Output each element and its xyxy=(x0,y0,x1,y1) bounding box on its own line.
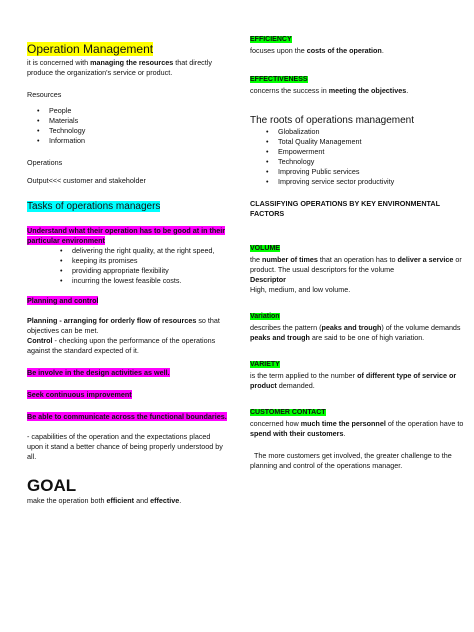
intro-text-2: that directly produce the organization's service or product. xyxy=(27,58,212,77)
variation-text xyxy=(250,323,465,333)
roots-heading: The roots of operations management xyxy=(250,115,414,126)
understand-list xyxy=(72,246,227,286)
variation-text-1: describes the pattern ( xyxy=(250,323,322,332)
understand-text: Understand what their operation has to be good at in their particular environment xyxy=(27,226,226,245)
resources-list xyxy=(49,106,227,146)
variation-tag-wrap xyxy=(250,305,465,323)
variation-text-second xyxy=(250,333,465,343)
planning-heading xyxy=(27,296,227,306)
volume-bold-1: number of times xyxy=(262,255,318,264)
contact-bold-2: spend with their customers xyxy=(250,429,344,438)
goal-heading: GOAL xyxy=(27,476,77,495)
list-item: • Improving Public services xyxy=(278,167,465,177)
list-item: • Technology xyxy=(49,126,227,136)
efficiency-text-1: focuses upon the xyxy=(250,46,307,55)
variety-tag-wrap xyxy=(250,353,465,371)
more-customers-paragraph: The more customers get involved, the greater challenge to the planning and control of the operations manager. xyxy=(250,451,454,470)
variety-text xyxy=(250,371,465,391)
tasks-heading: Tasks of operations managers xyxy=(27,201,161,212)
volume-levels: High, medium, and low volume. xyxy=(250,285,351,294)
volume-bold-2: deliver a service xyxy=(397,255,454,264)
goal-text-2: and xyxy=(134,496,151,505)
left-column xyxy=(27,40,227,506)
contact-text-1: concerned how xyxy=(250,419,301,428)
effectiveness-text xyxy=(250,86,465,96)
roots-list xyxy=(278,127,465,187)
operations-heading: Operations xyxy=(27,158,63,167)
planning-paragraph xyxy=(27,316,227,336)
goal-text-3: . xyxy=(179,496,182,505)
list-item: • Total Quality Management xyxy=(278,137,465,147)
planning-heading-text: Planning and control xyxy=(27,296,99,305)
list-item: • providing appropriate flexibility xyxy=(72,266,227,276)
efficiency-text xyxy=(250,46,465,56)
understand-paragraph xyxy=(27,226,227,246)
operations-text: Output<<< customer and stakeholder xyxy=(27,176,146,185)
list-item: • delivering the right quality, at the right speed, xyxy=(72,246,227,256)
planning-text: so that objectives can be met. xyxy=(27,316,220,335)
list-item: • Improving service sector productivity xyxy=(278,177,465,187)
variety-bold: of different type of service or product xyxy=(250,371,457,390)
seek-text: Seek continuous improvement xyxy=(27,390,132,399)
list-item: • Information xyxy=(49,136,227,146)
communicate-text: Be able to communicate across the functional boundaries. xyxy=(27,412,227,421)
efficiency-tag-wrap xyxy=(250,28,465,46)
planning-bold: Planning - arranging for orderly flow of resources xyxy=(27,316,197,325)
goal-bold-1: efficient xyxy=(106,496,135,505)
list-item: • Globalization xyxy=(278,127,465,137)
control-text: - checking upon the performance of the operations against the standard expected of it. xyxy=(27,336,216,355)
efficiency-text-2: . xyxy=(381,46,384,55)
variation2-bold: peaks and trough xyxy=(250,333,310,342)
volume-descriptor: Descriptor xyxy=(250,275,286,284)
volume-text xyxy=(250,255,465,285)
effectiveness-tag-wrap xyxy=(250,68,465,86)
contact-text-2: of the operation have to xyxy=(385,419,464,428)
variation-bold: peaks and trough xyxy=(321,323,382,332)
efficiency-tag: EFFICIENCY xyxy=(250,36,292,43)
variation2-text: are said to be one of high variation. xyxy=(309,333,425,342)
customer-contact-tag: CUSTOMER CONTACT xyxy=(250,409,326,416)
list-item: • Empowerment xyxy=(278,147,465,157)
classifying-heading: CLASSIFYING OPERATIONS BY KEY ENVIRONMENTAL FACTORS xyxy=(250,199,440,218)
contact-bold-1: much time the personnel xyxy=(300,419,386,428)
effectiveness-text-2: . xyxy=(406,86,409,95)
intro-text-1: it is concerned with xyxy=(27,58,91,67)
intro-paragraph xyxy=(27,58,227,78)
resources-heading: Resources xyxy=(27,90,62,99)
tasks-heading-wrap xyxy=(27,196,227,214)
design-text: Be involve in the design activities as well. xyxy=(27,368,170,377)
variety-text-1: is the term applied to the number xyxy=(250,371,358,380)
list-item: • Materials xyxy=(49,116,227,126)
page-title: Operation Management xyxy=(27,42,154,56)
list-item: • keeping its promises xyxy=(72,256,227,266)
goal-bold-2: effective xyxy=(150,496,180,505)
effectiveness-tag: EFFECTIVENESS xyxy=(250,76,308,83)
seek-line xyxy=(27,390,227,400)
list-item: • Technology xyxy=(278,157,465,167)
contact-tag-wrap xyxy=(250,401,465,419)
design-line xyxy=(27,368,227,378)
intro-bold: managing the resources xyxy=(90,58,174,67)
contact-text xyxy=(250,419,465,439)
variation-tag: Variation xyxy=(250,313,280,320)
variety-tag: VARIETY xyxy=(250,361,280,368)
communicate-line xyxy=(27,412,227,422)
volume-tag-wrap xyxy=(250,237,465,255)
volume-text-1: the xyxy=(250,255,262,264)
volume-text-2: that an operation has to xyxy=(317,255,398,264)
list-item: • People xyxy=(49,106,227,116)
effectiveness-bold: meeting the objectives xyxy=(328,86,407,95)
variation-text-2: ) of the volume demands xyxy=(381,323,461,332)
capabilities-paragraph: - capabilities of the operation and the expectations placed upon it stand a better chance of being properly understood by all. xyxy=(27,432,223,461)
contact-text-3: . xyxy=(343,429,346,438)
list-item: • incurring the lowest feasible costs. xyxy=(72,276,227,286)
title-wrap xyxy=(27,40,227,58)
right-column xyxy=(250,28,465,471)
effectiveness-text-1: concerns the success in xyxy=(250,86,329,95)
control-bold: Control xyxy=(27,336,53,345)
goal-text-1: make the operation both xyxy=(27,496,107,505)
control-paragraph xyxy=(27,336,227,356)
goal-text xyxy=(27,496,227,506)
efficiency-bold: costs of the operation xyxy=(306,46,382,55)
variety-text-2: demanded. xyxy=(276,381,315,390)
volume-text-3: or product. The usual descriptors for the volume xyxy=(250,255,462,274)
volume-tag: VOLUME xyxy=(250,245,280,252)
